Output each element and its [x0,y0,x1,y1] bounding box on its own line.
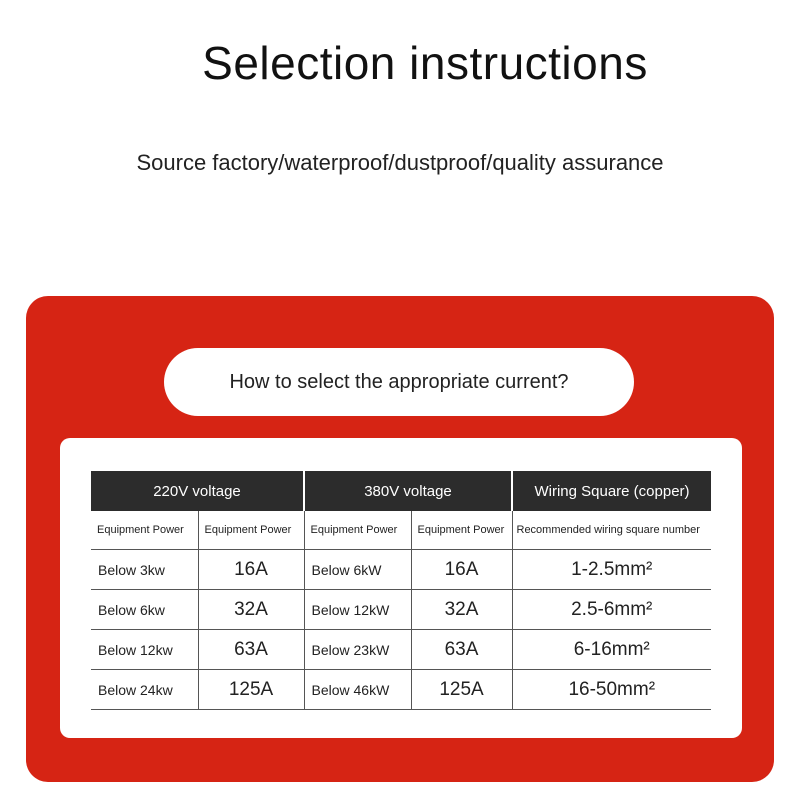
table-subheader-row [91,511,711,550]
spec-table [91,471,711,710]
power-220v-cell: Below 3kw [91,550,198,590]
table-row [91,590,711,630]
power-220v-cell: Below 6kw [91,590,198,630]
header-380v: 380V voltage [304,471,512,511]
current-220v-cell: 32A [198,590,304,630]
table-row [91,670,711,710]
subheader-cell: Equipment Power [304,511,411,550]
wiring-square-cell: 1-2.5mm² [512,550,711,590]
current-220v-cell: 125A [198,670,304,710]
power-380v-cell: Below 46kW [304,670,411,710]
subheader-cell: Equipment Power [198,511,304,550]
power-380v-cell: Below 6kW [304,550,411,590]
page-title: Selection instructions [202,37,648,89]
current-380v-cell: 125A [411,670,512,710]
power-220v-cell: Below 24kw [91,670,198,710]
current-380v-cell: 32A [411,590,512,630]
subheader-cell: Recommended wiring square number [512,511,711,550]
question-text: How to select the appropriate current? [229,370,569,393]
power-380v-cell: Below 12kW [304,590,411,630]
table-header-row [91,471,711,511]
table-row [91,550,711,590]
page-subtitle: Source factory/waterproof/dustproof/quality assurance [136,150,664,175]
subheader-cell: Equipment Power [91,511,198,550]
subheader-cell: Equipment Power [411,511,512,550]
question-pill [164,348,634,416]
current-380v-cell: 63A [411,630,512,670]
table-row [91,630,711,670]
current-220v-cell: 16A [198,550,304,590]
power-220v-cell: Below 12kw [91,630,198,670]
header-wiring-square: Wiring Square (copper) [512,471,711,511]
wiring-square-cell: 6-16mm² [512,630,711,670]
current-220v-cell: 63A [198,630,304,670]
header-220v: 220V voltage [91,471,304,511]
power-380v-cell: Below 23kW [304,630,411,670]
current-380v-cell: 16A [411,550,512,590]
wiring-square-cell: 16-50mm² [512,670,711,710]
wiring-square-cell: 2.5-6mm² [512,590,711,630]
